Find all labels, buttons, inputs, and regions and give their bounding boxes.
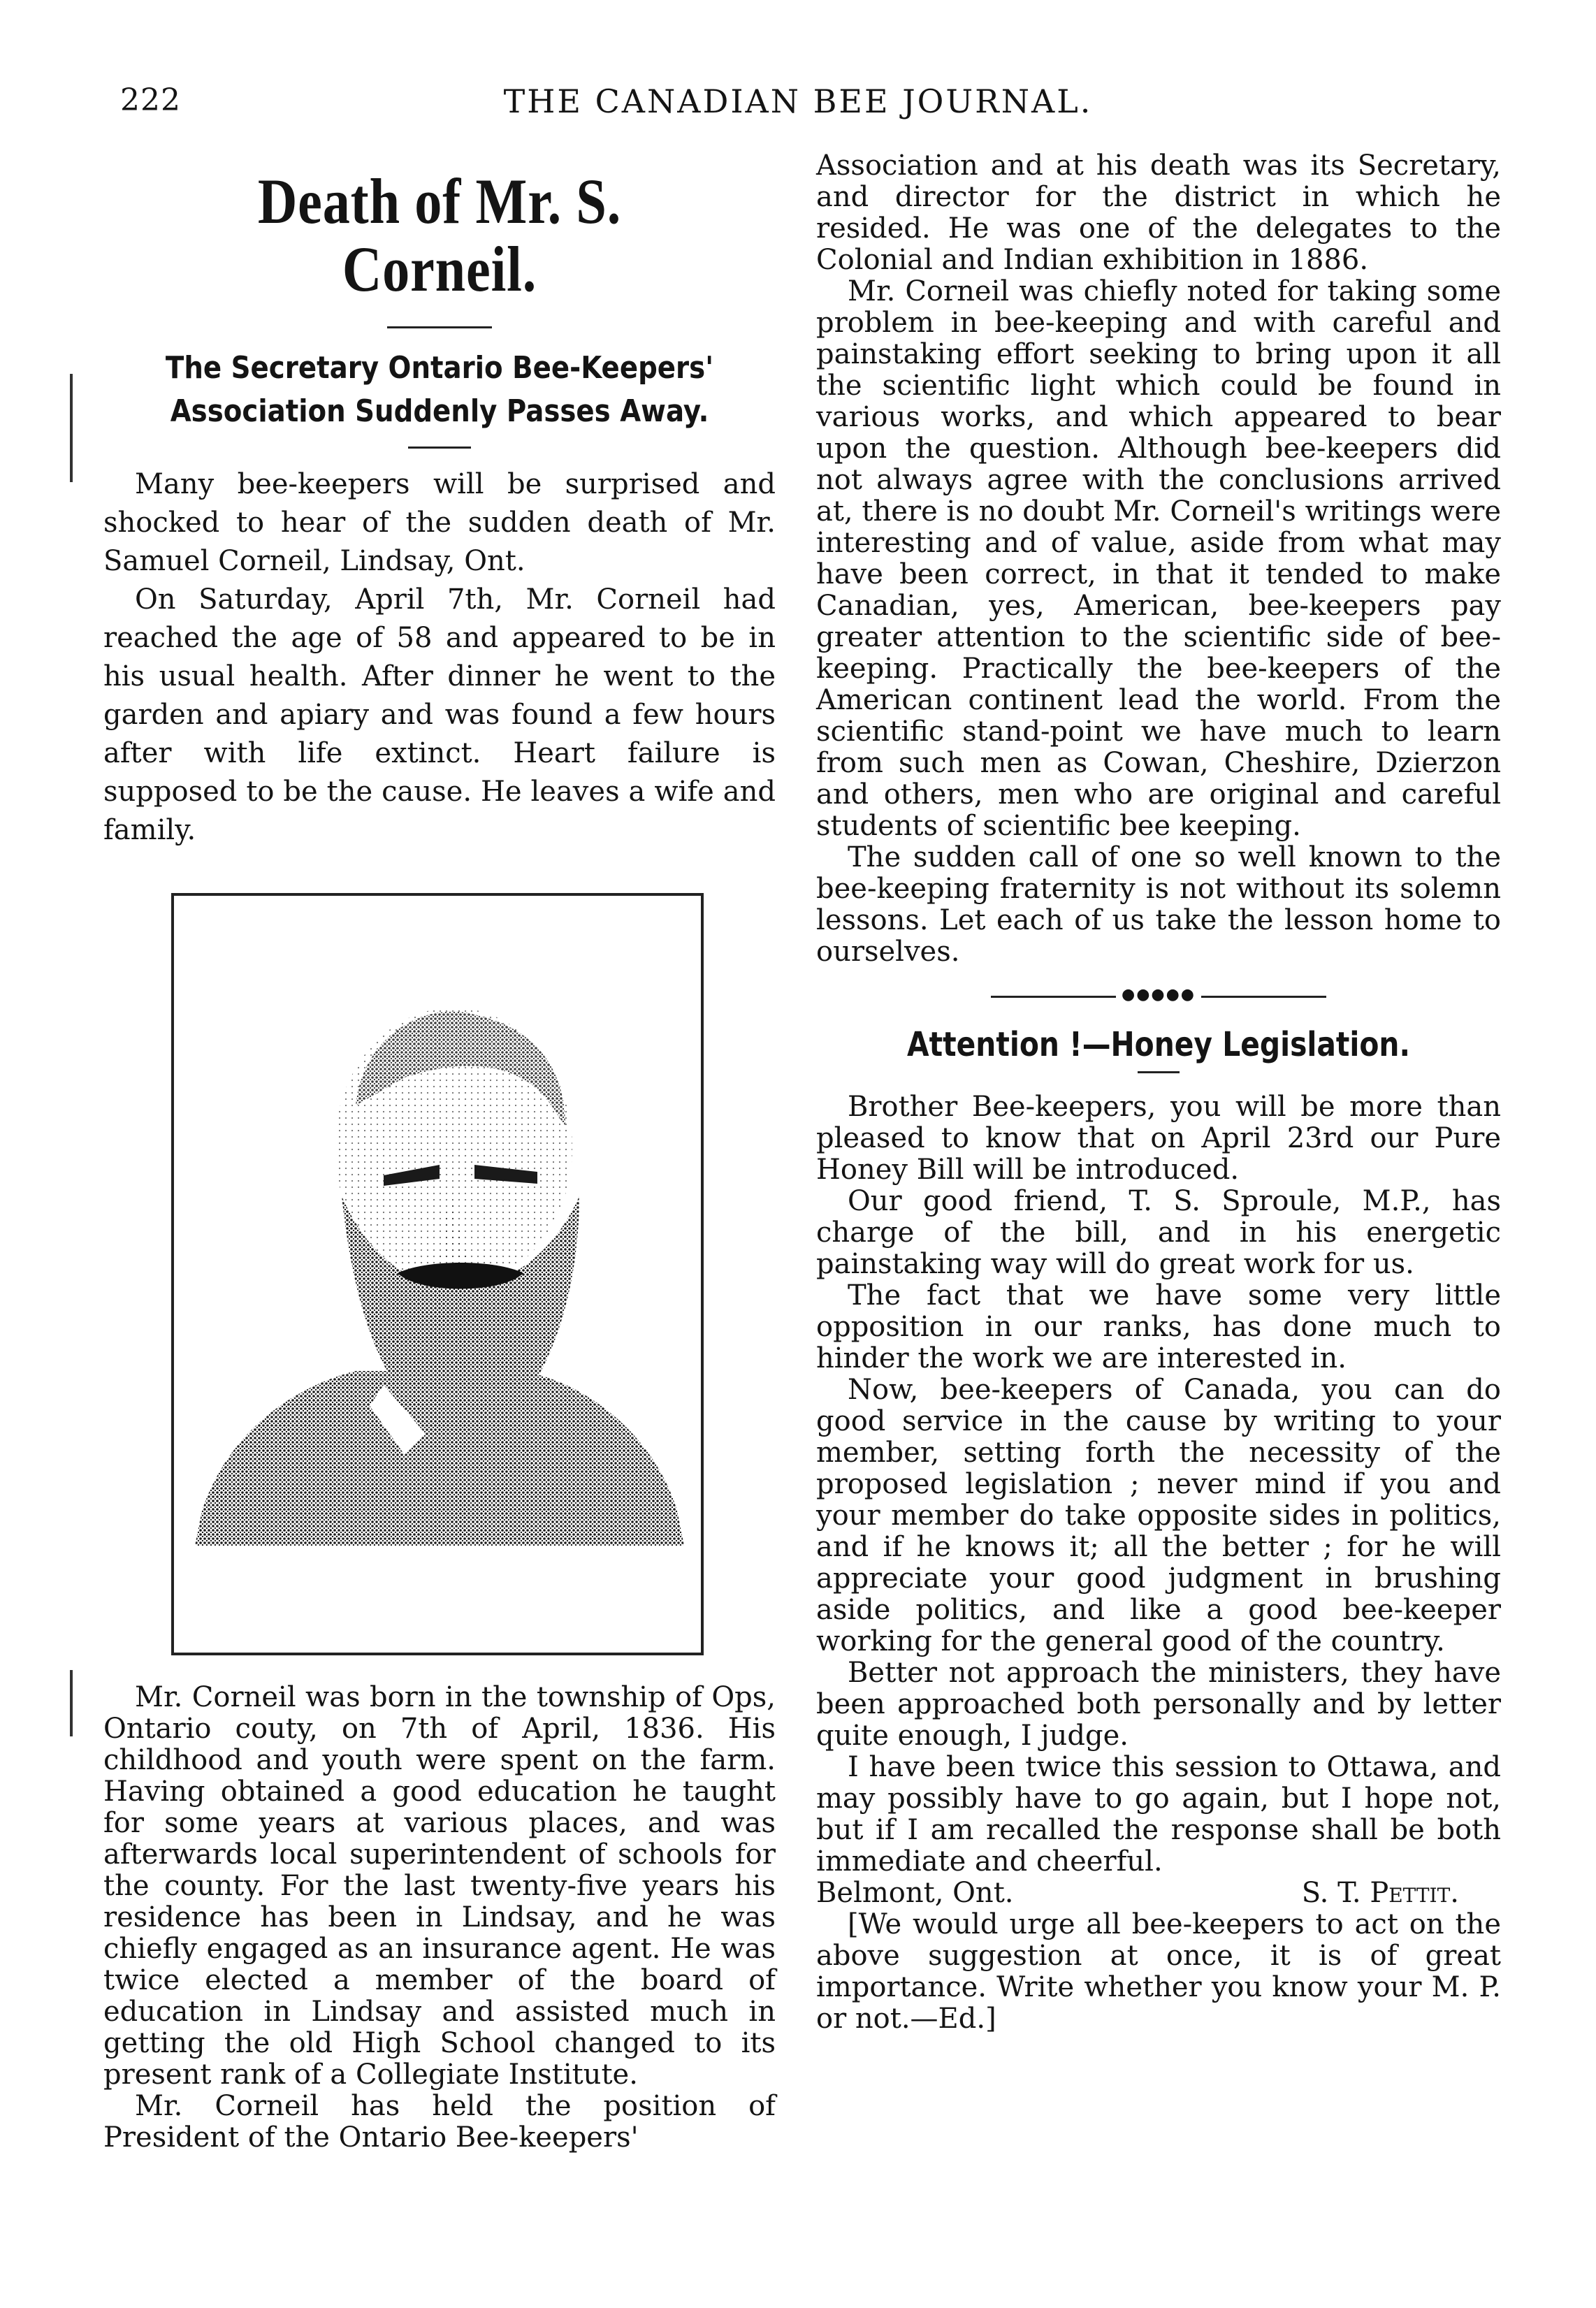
right-column: [816, 150, 1501, 2035]
article-paragraph: Our good friend, T. S. Sproule, M.P., has charge of the bill, and in his energetic painstaking way will do great work for us.: [816, 1185, 1501, 1280]
section-headline: Attention !—Honey Legislation.: [907, 1025, 1410, 1064]
signature-place: Belmont, Ont.: [816, 1877, 1014, 1909]
article-headline: Death of Mr. S. Corneil.: [257, 166, 622, 305]
article-paragraph: Mr. Corneil was born in the township of Ops, Ontario couty, on 7th of April, 1836. His childhood and youth were spent on the farm. Having obtained a good education he taught for some years at various places, and was afterwards local superintendent of schools for the county. For the last twenty-five years his residence has been in Lindsay, and he was chiefly engaged as an insurance agent. He was twice elected a member of the board of education in Lindsay and assisted much in getting the old High School changed to its present rank of a Collegiate Institute.: [103, 1681, 776, 2091]
bearded-man-portrait-icon: [174, 896, 701, 1653]
article-paragraph: Brother Bee-keepers, you will be more than pleased to know that on April 23rd our Pure Honey Bill will be introduced.: [816, 1091, 1501, 1186]
signature-name: S. T. Pettit.: [1301, 1877, 1459, 1909]
article-paragraph: I have been twice this session to Ottawa, and may possibly have to go again, but I hope not, but if I am recalled the response shall be both immediate and cheerful.: [816, 1751, 1501, 1878]
running-header: [105, 82, 1491, 124]
article-paragraph: The sudden call of one so well known to the bee-keeping fraternity is not without its solemn lessons. Let each of us take the lesson home to ourselves.: [816, 841, 1501, 968]
portrait-frame: [171, 893, 704, 1655]
article-paragraph: The fact that we have some very little opposition in our ranks, has done much to hinder the work we are interested in.: [816, 1279, 1501, 1374]
page-number: 222: [120, 82, 181, 118]
divider: [1138, 1071, 1180, 1073]
margin-mark: [70, 374, 73, 482]
article-paragraph: Mr. Corneil was chiefly noted for taking some problem in bee-keeping and with careful and painstaking effort seeking to bring upon it all the scientific light which could be found in various works, and which appeared to bear upon the question. Although bee-keepers did not always agree with the conclusions arrived at, there is no doubt Mr. Corneil's writings were interesting and of value, aside from what may have been correct, in that it tended to make Canadian, yes, American, bee-keepers pay greater attention to the scientific side of bee- keeping. Practically the bee-keepers of the American continent lead the world. From the scientific stand-point we have much to learn from such men as Cowan, Cheshire, Dzierzon and others, men who are original and careful students of scientific bee keeping.: [816, 275, 1501, 842]
article-paragraph: Better not approach the ministers, they have been approached both personally and by letter quite enough, I judge.: [816, 1657, 1501, 1752]
article-paragraph: Many bee-keepers will be surprised and shocked to hear of the sudden death of Mr. Samuel Corneil, Lindsay, Ont.: [103, 468, 776, 578]
article-paragraph: Association and at his death was its Secretary, and director for the district in which he resided. He was one of the delegates to the Colonial and Indian exhibition in 1886.: [816, 150, 1501, 276]
journal-title: THE CANADIAN BEE JOURNAL.: [503, 82, 1093, 120]
divider: [387, 326, 492, 328]
editor-note: [We would urge all bee-keepers to act on the above suggestion at once, it is of great importance. Write whether you know your M. P. or not.—Ed.]: [816, 1908, 1501, 2035]
margin-mark: [70, 1670, 73, 1736]
article-paragraph: Now, bee-keepers of Canada, you can do good service in the cause by writing to your member, setting forth the necessity of the proposed legislation ; never mind if you and your member do take opposite sides in politics, and if he knows it; all the better ; for he will appreciate your good judgment in brushing aside politics, and like a good bee-keeper working for the general good of the country.: [816, 1374, 1501, 1657]
signature-line: [816, 1878, 1501, 1909]
divider: [408, 447, 471, 449]
article-subheadline: The Secretary Ontario Bee-Keepers' Association Suddenly Passes Away.: [165, 350, 714, 429]
left-column: [103, 150, 776, 2154]
article-paragraph: Mr. Corneil has held the position of President of the Ontario Bee-keepers': [103, 2090, 776, 2154]
article-paragraph: On Saturday, April 7th, Mr. Corneil had reached the age of 58 and appeared to be in his usual health. After dinner he went to the garden and apiary and was found a few hours after with life extinct. Heart failure is supposed to be the cause. He leaves a wife and family.: [103, 583, 776, 847]
rule-ornament-icon: ●●●●●: [991, 990, 1326, 1004]
